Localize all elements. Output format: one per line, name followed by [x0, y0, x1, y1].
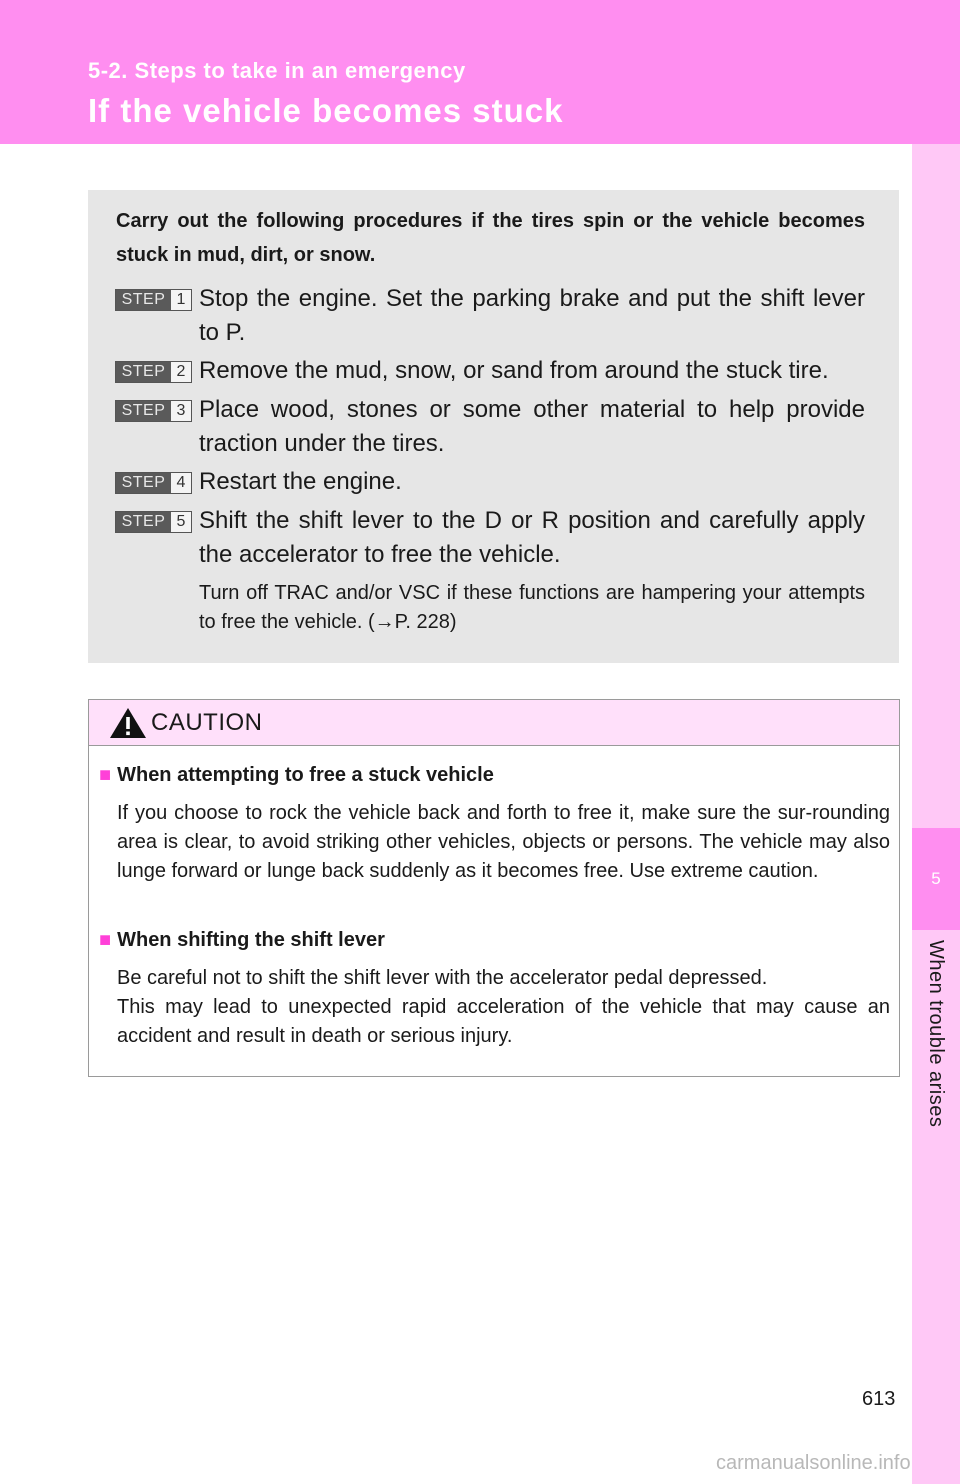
chapter-title-text: When trouble arises	[925, 940, 947, 1128]
step-badge-3	[115, 400, 192, 422]
side-tab-strip	[912, 144, 960, 1484]
step-number: 2	[171, 362, 191, 382]
page-number: 613	[862, 1388, 896, 1410]
chapter-title	[912, 940, 960, 1140]
caution-paragraph: If you choose to rock the vehicle back and forth to free it, make sure the sur-rounding area is clear, to avoid striking other vehicles, objects or persons. The vehicle may also lunge forward or lunge back suddenly as it becomes free. Use extreme caution.	[117, 802, 890, 882]
procedure-box	[88, 190, 899, 663]
caution-header	[89, 700, 899, 746]
step-text-4: Restart the engine.	[199, 468, 402, 495]
bullet-square-icon: ■	[99, 764, 112, 786]
chapter-number: 5	[931, 869, 941, 888]
step-number: 1	[171, 290, 191, 310]
step-badge-5	[115, 511, 192, 533]
warning-triangle-icon	[109, 707, 147, 739]
caution-heading-text: When shifting the shift lever	[117, 929, 385, 951]
caution-paragraph: This may lead to unexpected rapid acceleration of the vehicle that may cause an accident and result in death or serious injury.	[117, 996, 890, 1047]
caution-body-2	[117, 964, 890, 1051]
step-label: STEP	[116, 362, 171, 382]
step-number: 4	[171, 473, 191, 493]
step-badge-1	[115, 289, 192, 311]
page-title: If the vehicle becomes stuck	[88, 92, 564, 129]
caution-heading-1	[99, 764, 494, 787]
caution-heading-2	[99, 929, 385, 952]
bullet-square-icon: ■	[99, 929, 112, 951]
caution-box	[88, 699, 900, 1077]
step-badge-2	[115, 361, 192, 383]
chapter-tab[interactable]	[912, 828, 960, 930]
step-text-1: Stop the engine. Set the parking brake and put the shift lever to P.	[199, 285, 865, 346]
caution-title: CAUTION	[151, 709, 263, 736]
step-number: 3	[171, 401, 191, 421]
step-text-3: Place wood, stones or some other material to help provide traction under the tires.	[199, 396, 865, 457]
step-label: STEP	[116, 473, 171, 493]
step-text-2: Remove the mud, snow, or sand from around the stuck tire.	[199, 357, 829, 384]
step-number: 5	[171, 512, 191, 532]
step-label: STEP	[116, 290, 171, 310]
caution-heading-text: When attempting to free a stuck vehicle	[117, 764, 494, 786]
step-text-5: Shift the shift lever to the D or R position and carefully apply the accelerator to free the vehicle.	[199, 507, 865, 568]
section-label: 5-2. Steps to take in an emergency	[88, 58, 466, 83]
step-note: Turn off TRAC and/or VSC if these functions are hampering your attempts to free the vehicle. (→P. 228)	[199, 582, 865, 633]
watermark: carmanualsonline.info	[716, 1452, 911, 1474]
step-badge-4	[115, 472, 192, 494]
step-label: STEP	[116, 512, 171, 532]
step-label: STEP	[116, 401, 171, 421]
caution-body-1	[117, 799, 890, 886]
procedure-intro: Carry out the following procedures if the tires spin or the vehicle becomes stuck in mud, dirt, or snow.	[116, 210, 865, 266]
caution-paragraph: Be careful not to shift the shift lever with the accelerator pedal depressed.	[117, 967, 768, 989]
page-header	[0, 0, 960, 144]
